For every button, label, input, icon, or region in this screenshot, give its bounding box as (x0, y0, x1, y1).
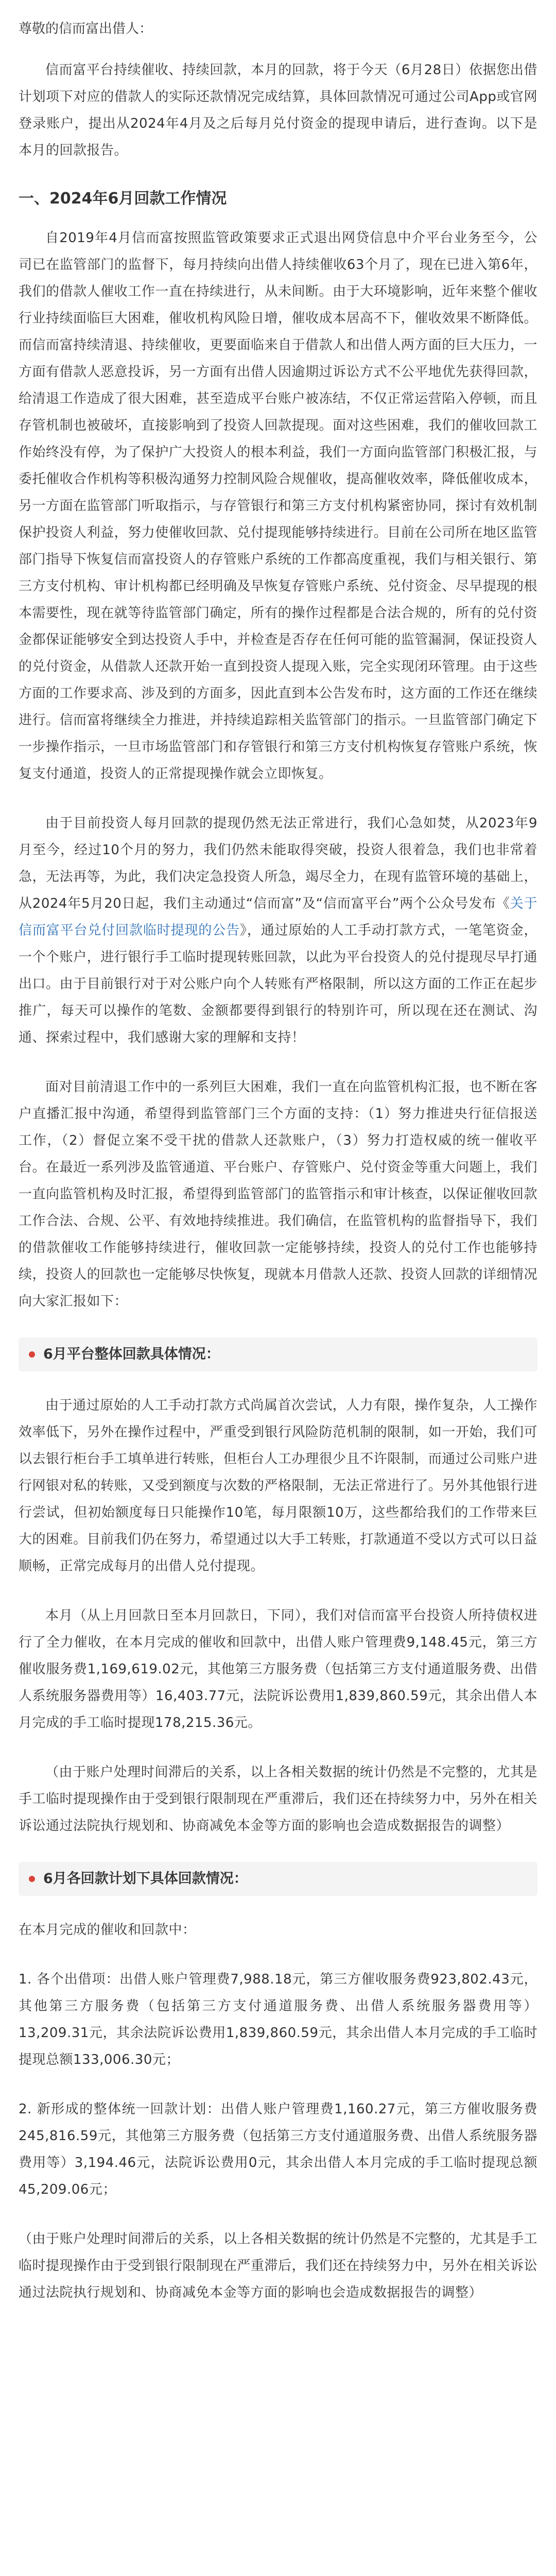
red-dot-icon (29, 1351, 35, 1358)
work-paragraph-3: 面对目前清退工作中的一系列巨大困难，我们一直在向监管机构汇报，也不断在客户直播汇报中沟通，希望得到监管部门三个方面的支持：（1）努力推进央行征信报送工作，（2）督促立案不受干扰的借款人还款账户，（3）努力打造权威的统一催收平台。在最近一系列涉及监管通道、平台账户、存管账户、兑付资金等重大问题上，我们一直向监管机构及时汇报，希望得到监管部门的监管指示和审计核查，以保证催收回款工作合法、合规、公平、有效地持续推进。我们确信，在监管机构的监督指导下，我们的借款催收工作能够持续进行，催收回款一定能够持续，投资人的兑付工作也能够持续，投资人的回款也一定能够尽快恢复，现就本月借款人还款、投资人回款的详细情况向大家汇报如下： (19, 1079, 537, 1309)
plan-item-1: 1. 各个出借项：出借人账户管理费7,988.18元，第三方催收服务费923,802.43元，其他第三方服务费（包括第三方支付通道服务费、出借人系统服务器费用等）13,209.31元，其余法院诉讼费用1,839,860.59元，其余出借人本月完成的手工临时提现总额133,006.30元； (19, 1972, 537, 2067)
overall-paragraph-3: （由于账户处理时间滞后的关系，以上各相关数据的统计仍然是不完整的，尤其是手工临时提现操作由于受到银行限制现在严重滞后，我们还在持续努力中，另外在相关诉讼通过法院执行规划和、协商减免本金等方面的影响也会造成数据报告的调整） (19, 1765, 537, 1834)
work-paragraph-2 (19, 810, 537, 1051)
intro-paragraph: 信而富平台持续催收、持续回款，本月的回款，将于今天（6月28日）依据您出借计划项下对应的借款人的实际还款情况完成结算，具体回款情况可通过公司App或官网登录账户，提出从2024年4月及之后每月兑付资金的提现申请后，进行查询。以下是本月的回款报告。 (19, 62, 537, 158)
salutation: 尊敬的信而富出借人： (19, 21, 153, 37)
subsection-header-overall (19, 1337, 537, 1371)
overall-paragraph-2: 本月（从上月回款日至本月回款日，下同），我们对信而富平台投资人所持债权进行了全力催收，在本月完成的催收和回款中，出借人账户管理费9,148.45元，第三方催收服务费1,169,619.02元，其他第三方服务费（包括第三方支付通道服务费、出借人系统服务器费用等）16,403.77元，法院诉讼费用1,839,860.59元，其余出借人本月完成的手工临时提现178,215.36元。 (19, 1608, 537, 1731)
subsection-title-overall: 6月平台整体回款具体情况： (43, 1346, 220, 1362)
overall-paragraph-1: 由于通过原始的人工手动打款方式尚属首次尝试，人力有限，操作复杂，人工操作效率低下，另外在操作过程中，严重受到银行风险防范机制的限制，如一开始，我们可以去银行柜台手工填单进行转账，但柜台人工办理很少且不许限制，而通过公司账户进行网银对私的转账，又受到额度与次数的严格限制，无法正常进行了。另外其他银行进行尝试，但初始额度每日只能操作10笔，每月限额10万，这些都给我们的工作带来巨大的困难。目前我们仍在努力，希望通过以大手工转账，打款通道不受以方式可以日益顺畅，正常完成每月的出借人兑付提现。 (19, 1398, 537, 1574)
plans-intro: 在本月完成的催收和回款中： (19, 1922, 196, 1938)
subsection-header-plans (19, 1862, 537, 1896)
announcement-link[interactable]: 关于信而富平台兑付回款临时提现的公告 (19, 896, 537, 938)
plan-item-2: 2. 新形成的整体统一回款计划：出借人账户管理费1,160.27元，第三方催收服务费245,816.59元，其他第三方服务费（包括第三方支付通道服务费、出借人系统服务器费用等）3,194.46元，法院诉讼费用0元，其余出借人本月完成的手工临时提现总额45,209.06元； (19, 2102, 537, 2197)
section-title-june-work: 一、2024年6月回款工作情况 (19, 190, 227, 208)
work-paragraph-2-text: 由于目前投资人每月回款的提现仍然无法正常进行，我们心急如焚，从2023年9月至今，经过10个月的努力，我们仍然未能取得突破，投资人很着急，我们也非常着急，无法再等，为此，我们决定急投资人所急，竭尽全力，在现有监管环境的基础上，从2024年5月20日起，我们主动通过“信而富”及“信而富平台”两个公众号发布《 (19, 816, 537, 911)
subsection-title-plans: 6月各回款计划下具体回款情况： (43, 1871, 248, 1887)
work-paragraph-2-tail: 》，通过原始的人工手动打款方式，一笔笔资金，一个个账户，进行银行手工临时提现转账回款，以此为平台投资人的兑付提现尽早打通出口。由于目前银行对于对公账户向个人转账有严格限制，所以这方面的工作正在起步推广，每天可以操作的笔数、金额都要得到银行的特别许可，所以现在还在测试、沟通、探索过程中，我们感谢大家的理解和支持！ (19, 923, 537, 1045)
work-paragraph-1: 自2019年4月信而富按照监管政策要求正式退出网贷信息中介平台业务至今，公司已在监管部门的监督下，每月持续向出借人持续催收63个月了，现在已进入第6年，我们的借款人催收工作一直在持续进行，从未间断。由于大环境影响，近年来整个催收行业持续面临巨大困难，催收机构风险日增，催收成本居高不下，催收效果不断降低。而信而富持续清退、持续催收，更要面临来自于借款人和出借人两方面的巨大压力，一方面有借款人恶意投诉，另一方面有出借人因逾期过诉讼方式不公平地优先获得回款，给清退工作造成了很大困难，甚至造成平台账户被冻结，不仅正常运营陷入停顿，而且存管机制也被破坏，直接影响到了投资人回款提现。面对这些困难，我们的催收回款工作始终没有停，为了保护广大投资人的根本利益，我们一方面向监管部门积极汇报，与委托催收合作机构等积极沟通努力控制风险合规催收，提高催收效率，降低催收成本，另一方面在监管部门听取指示，与存管银行和第三方支付机构紧密协同，探讨有效机制保护投资人利益，努力使催收回款、兑付提现能够持续进行。目前在公司所在地区监管部门指导下恢复信而富投资人的存管账户系统的工作都高度重视，我们与相关银行、第三方支付机构、审计机构都已经明确及早恢复存管账户系统、兑付资金、尽早提现的根本需要性，现在就等待监管部门确定，所有的操作过程都是合法合规的，所有的兑付资金都保证能够安全到达投资人手中，并检查是否存在任何可能的监管漏洞，保证投资人的兑付资金，从借款人还款开始一直到投资人提现入账，完全实现闭环管理。由于这些方面的工作要求高、涉及到的方面多，因此直到本公告发布时，这方面的工作还在继续进行。信而富将继续全力推进，并持续追踪相关监管部门的指示。一旦监管部门确定下一步操作指示，一旦市场监管部门和存管银行和第三方支付机构恢复存管账户系统，恢复支付通道，投资人的正常提现操作就会立即恢复。 (19, 230, 537, 782)
red-dot-icon (29, 1876, 35, 1882)
plans-note: （由于账户处理时间滞后的关系，以上各相关数据的统计仍然是不完整的，尤其是手工临时提现操作由于受到银行限制现在严重滞后，我们还在持续努力中，另外在相关诉讼通过法院执行规划和、协商减免本金等方面的影响也会造成数据报告的调整） (19, 2231, 537, 2300)
